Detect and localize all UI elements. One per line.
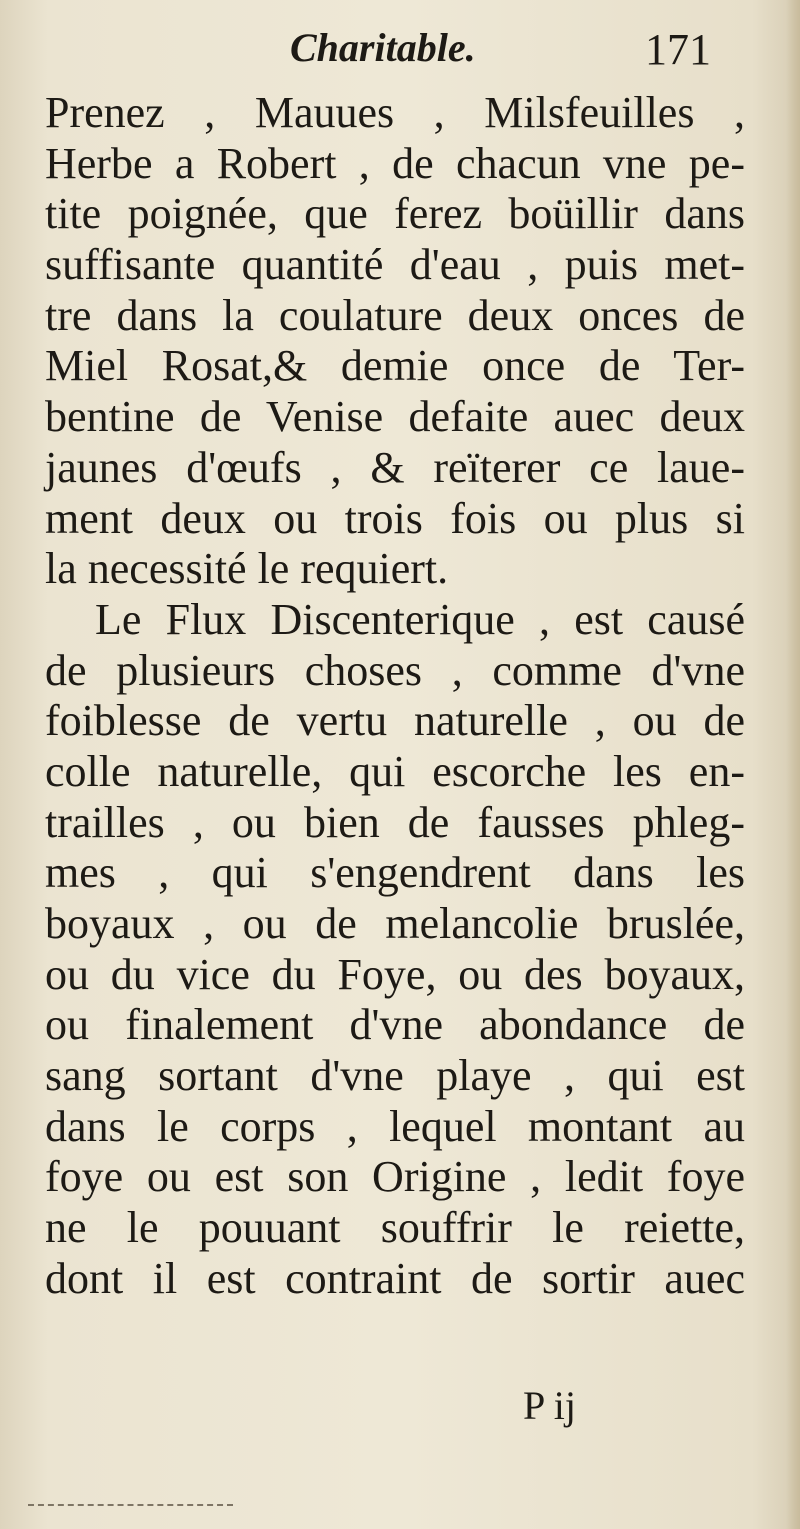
text-line: sang sortant d'vne playe , qui est (45, 1051, 745, 1101)
text-line: colle naturelle, qui escorche les en- (45, 746, 745, 796)
running-head-title: Charitable. (290, 25, 476, 70)
text-line: mes , qui s'engendrent dans les (45, 848, 745, 898)
page-edge-shadow (786, 0, 800, 1529)
text-line: boyaux , ou de melancolie bruslée, (45, 899, 745, 948)
text-line: Herbe a Robert , de chacun vne pe- (45, 138, 745, 188)
text-line: la necessité le requiert. (45, 544, 449, 594)
text-line: Miel Rosat,& demie once de Ter- (45, 341, 745, 391)
text-line: ou du vice du Foye, ou des boyaux, (45, 949, 745, 999)
page-number: 171 (645, 25, 711, 74)
text-line: bentine de Venise defaite auec deux (45, 392, 745, 442)
text-line: foye ou est son Origine , ledit foye (45, 1152, 745, 1202)
text-line: suffisante quantité d'eau , puis met- (45, 240, 745, 290)
signature-mark: P ij (523, 1383, 576, 1428)
text-line: foiblesse de vertu naturelle , ou de (45, 696, 745, 746)
text-line: trailles , ou bien de fausses phleg- (45, 797, 745, 847)
text-line: ment deux ou trois fois ou plus si (45, 493, 745, 543)
text-line: Le Flux Discenterique , est causé (95, 594, 745, 644)
text-line: tre dans la coulature deux onces de (45, 290, 745, 340)
text-line: dont il est contraint de sortir auec (45, 1253, 745, 1303)
running-head (0, 24, 800, 84)
bottom-rule (28, 1498, 233, 1506)
text-line: ne le pouuant souffrir le reiette, (45, 1203, 745, 1253)
text-line: ou finalement d'vne abondance de (45, 1000, 745, 1050)
text-line: dans le corps , lequel montant au (45, 1101, 745, 1151)
text-line: de plusieurs choses , comme d'vne (45, 645, 745, 695)
text-line: Prenez , Mauues , Milsfeuilles , (45, 88, 745, 137)
text-line: jaunes d'œufs , & reïterer ce laue- (45, 442, 745, 492)
text-line: tite poignée, que ferez boüillir dans (45, 189, 745, 239)
body-text (45, 88, 745, 1305)
